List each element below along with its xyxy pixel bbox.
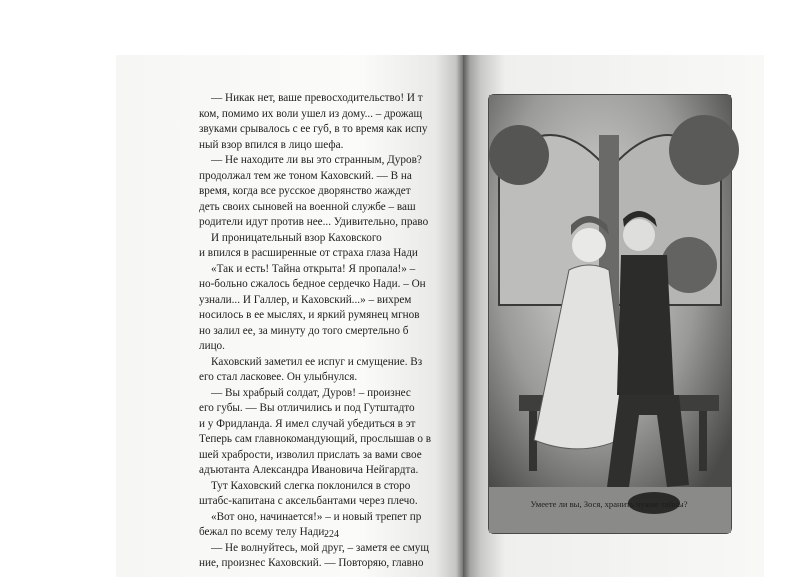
text-line: ние, произнес Каховский. — Повторяю, главно — [199, 557, 424, 569]
text-line: — Не волнуйтесь, мой друг, – заметя ее смущ — [211, 541, 430, 554]
text-line: — Не находите ли вы это странным, Дуров? — [211, 154, 422, 166]
text-line: И проницательный взор Каховского — [211, 231, 382, 244]
text-line: адъютанта Александра Ивановича Нейгардта. — [199, 464, 419, 476]
text-line: и впился в расширенные от страха глаза Нади — [199, 247, 418, 259]
left-page — [116, 55, 463, 577]
text-line: «Вот оно, начинается!» – и новый трепет пр — [211, 510, 422, 523]
text-line: — Вы храбрый солдат, Дуров! – произнес — [211, 386, 411, 399]
text-line: продолжал тем же тоном Каховский. — В на — [199, 169, 412, 182]
text-line: звуками срывалось с ее губ, в то время как испу — [199, 123, 428, 135]
text-line: штабс-капитана с аксельбантами через плечо. — [199, 495, 418, 507]
text-line: «Так и есть! Тайна открыта! Я пропала!» – — [211, 262, 416, 275]
text-line: бежал по всему телу Нади. — [199, 526, 328, 538]
text-line: время, когда все русское дворянство жаждет — [199, 185, 411, 197]
illustration-drawing — [489, 95, 731, 533]
text-line: — Никак нет, ваше превосходительство! И т — [211, 92, 423, 104]
text-line: шей храбрости, изволил прислать за вами свое — [199, 448, 422, 461]
open-book — [116, 55, 764, 577]
text-line: Тут Каховский слегка поклонился в сторо — [211, 479, 411, 492]
text-line: узнали... И Галлер, и Каховский...» – вихрем — [199, 293, 412, 306]
text-line: но залил ее, за минуту до того смертельно б — [199, 324, 409, 337]
text-line: ный взор впился в лицо шефа. — [199, 138, 344, 151]
text-line: ком, помимо их воли ушел из дому... – дрожащ — [199, 107, 423, 120]
page-number: 224 — [324, 529, 339, 540]
text-line: носилось в ее мыслях, и яркий румянец мгнов — [199, 309, 420, 321]
text-line: Теперь сам главнокомандующий, прослышав о в — [199, 433, 432, 445]
illustration-engraving — [488, 94, 732, 534]
text-line: но-больно сжалось бедное сердечко Нади. – Он — [199, 278, 426, 290]
text-line: Каховский заметил ее испуг и смущение. Вз — [211, 355, 423, 368]
right-page — [463, 55, 764, 577]
text-line: родители идут против нее... Удивительно, право — [199, 216, 429, 228]
book-gutter — [456, 55, 470, 577]
text-line: его губы. — Вы отличились и под Гутштадто — [199, 402, 415, 414]
text-line: и у Фридланда. Я имел случай убедиться в эт — [199, 417, 416, 430]
text-line: деть своих сыновей на военной службе – ваш — [199, 200, 416, 213]
text-line: его стал ласковее. Он улыбнулся. — [199, 371, 358, 383]
illustration-caption: Умеете ли вы, Зося, хранить чужие тайны? — [530, 499, 688, 509]
body-text — [199, 91, 469, 569]
text-line: лицо. — [199, 340, 225, 352]
